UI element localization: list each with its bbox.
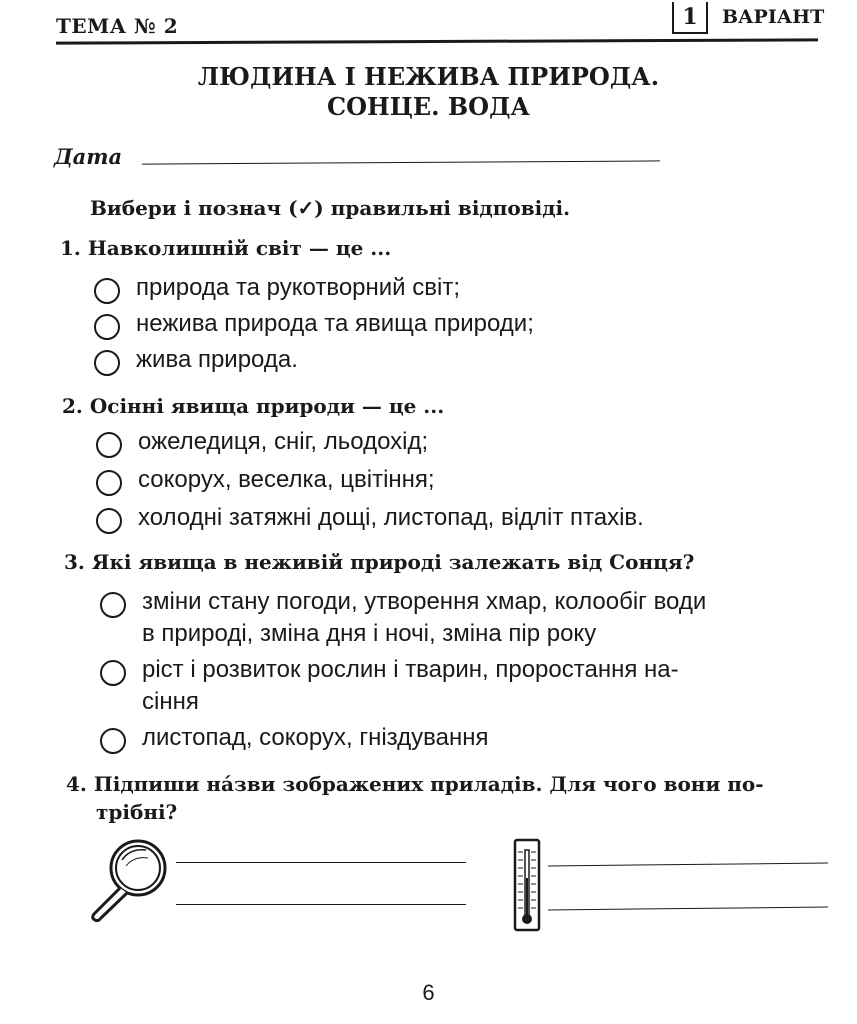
page-title: ЛЮДИНА І НЕЖИВА ПРИРОДА.: [197, 62, 660, 91]
question-3-option-2-label-line-2: сіння: [142, 688, 199, 715]
question-2-text: 2. Осінні явища природи — це ...: [62, 394, 445, 418]
question-1-option-3-radio[interactable]: [94, 350, 120, 376]
topic-label: ТЕМА № 2: [56, 14, 179, 38]
answer-line-thermometer-1[interactable]: [548, 863, 828, 867]
answer-line-thermometer-2[interactable]: [548, 907, 828, 911]
question-2-option-3-radio[interactable]: [96, 508, 122, 534]
date-input-line[interactable]: [142, 160, 660, 164]
question-1-option-1-radio[interactable]: [94, 278, 120, 304]
question-4-text-line-1: 4. Підпиши нáзви зображених приладів. Для чого вони по-: [66, 772, 764, 796]
question-3-option-2-radio[interactable]: [100, 660, 126, 686]
instruction-text: Вибери і познач (✓) правильні відповіді.: [90, 196, 571, 220]
date-label: Дата: [54, 144, 123, 169]
question-2-option-2-label: сокорух, веселка, цвітіння;: [138, 466, 435, 493]
question-1-option-1-label: природа та рукотворний світ;: [136, 274, 460, 301]
question-3-option-1-label-line-2: в природі, зміна дня і ночі, зміна пір року: [142, 620, 597, 647]
question-4-text-line-2: трібні?: [96, 800, 178, 824]
question-3-option-3-radio[interactable]: [100, 728, 126, 754]
question-2-option-3-label: холодні затяжні дощі, листопад, відліт птахів.: [138, 504, 644, 531]
answer-line-magnifier-1[interactable]: [176, 862, 466, 863]
question-1-option-2-label: нежива природа та явища природи;: [136, 310, 534, 337]
question-3-option-1-label-line-1: зміни стану погоди, утворення хмар, колообіг води: [142, 588, 707, 615]
answer-line-magnifier-2[interactable]: [176, 904, 466, 905]
question-3-option-2-label-line-1: ріст і розвиток рослин і тварин, проростання на-: [142, 656, 679, 683]
question-3-option-1-radio[interactable]: [100, 592, 126, 618]
variant-number: 1: [672, 2, 708, 34]
question-3-text: 3. Які явища в неживій природі залежать від Сонця?: [64, 550, 695, 574]
magnifying-glass-icon: [86, 836, 170, 922]
question-2-option-2-radio[interactable]: [96, 470, 122, 496]
question-1-option-2-radio[interactable]: [94, 314, 120, 340]
page-subtitle: СОНЦЕ. ВОДА: [327, 92, 530, 121]
variant-label: ВАРІАНТ: [722, 6, 825, 28]
question-2-option-1-label: ожеледиця, сніг, льодохід;: [138, 428, 429, 455]
question-1-text: 1. Навколишній світ — це ...: [60, 236, 392, 260]
question-3-option-3-label: листопад, сокорух, гніздування: [142, 724, 489, 751]
page-number: 6: [422, 980, 435, 1005]
thermometer-icon: [512, 838, 542, 932]
question-2-option-1-radio[interactable]: [96, 432, 122, 458]
question-1-option-3-label: жива природа.: [136, 346, 298, 373]
header-divider: [56, 38, 818, 44]
